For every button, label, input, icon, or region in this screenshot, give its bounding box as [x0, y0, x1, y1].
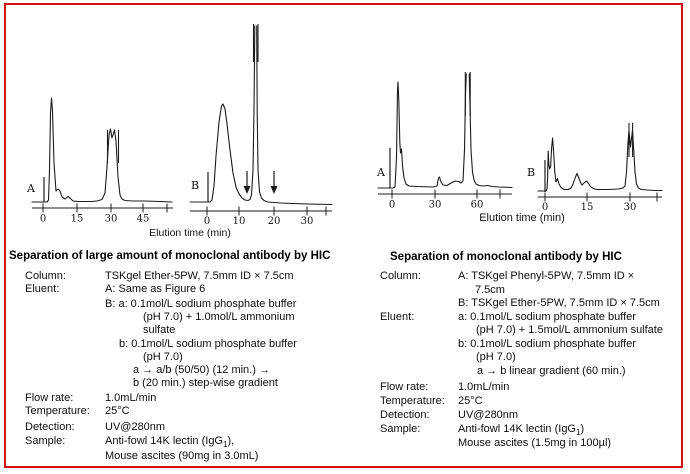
left-eluent-label: Eluent:	[25, 283, 60, 295]
chromatogram-left-b	[183, 10, 335, 230]
left-sample-pre: Anti-fowl 14K lectin (IgG	[105, 435, 223, 447]
tick-label: 0	[388, 199, 396, 211]
right-detection-label: Detection:	[380, 409, 430, 421]
right-elution-time-label: Elution time (min)	[479, 212, 565, 224]
left-eluent-b-a: B: a: 0.1mol/L sodium phosphate buffer	[105, 298, 297, 310]
left-sample-post: ),	[227, 435, 235, 447]
left-eluent-b-b-cont: (pH 7.0)	[143, 351, 183, 363]
left-sample-value	[105, 435, 234, 448]
tick-label: 30	[623, 202, 637, 213]
right-gradient-line: a → b linear gradient (60 min.)	[477, 365, 626, 377]
right-sample-post: )	[580, 423, 585, 435]
tick-label: 15	[70, 213, 84, 225]
left-detection-label: Detection:	[25, 421, 75, 433]
left-eluent-b-a-cont1: (pH 7.0) + 1.0mol/L ammonium	[143, 311, 295, 323]
left-gradient-line1: a → a/b (50/50) (12 min.) →	[133, 364, 270, 376]
right-flow-value: 1.0mL/min	[458, 381, 510, 393]
tick-label: 30	[300, 216, 314, 227]
trace	[538, 130, 662, 191]
right-sample-pre: Anti-fowl 14K lectin (IgG	[458, 423, 576, 435]
right-temperature-label: Temperature:	[380, 395, 445, 407]
left-eluent-b-a-cont2: sulfate	[143, 324, 176, 336]
tick-label: 0	[203, 216, 211, 227]
right-sample-value	[458, 423, 584, 436]
right-flow-label: Flow rate:	[380, 381, 429, 393]
right-sample-subscript: 1	[576, 428, 581, 438]
right-temperature-value: 25°C	[458, 395, 483, 407]
left-figure-title: Separation of large amount of monoclonal antibody by HIC	[9, 250, 331, 262]
right-sample-label: Sample:	[380, 423, 421, 435]
right-eluent-b-cont: (pH 7.0)	[476, 351, 516, 363]
trace	[32, 98, 172, 202]
right-eluent-a: a: 0.1mol/L sodium phosphate buffer	[458, 311, 636, 323]
right-detection-value: UV@280nm	[458, 409, 519, 421]
left-gradient-line2: b (20 min.) step-wise gradient	[133, 377, 278, 389]
left-column-label: Column:	[25, 270, 66, 282]
left-sample-subscript: 1	[223, 440, 228, 450]
left-flow-label: Flow rate:	[25, 392, 74, 404]
left-eluent-a: A: Same as Figure 6	[105, 283, 206, 295]
panel-label-a: A	[27, 182, 35, 195]
chromatogram-right-b	[523, 60, 663, 220]
panel-label-b: B	[191, 179, 200, 192]
tick-label: 0	[541, 202, 549, 213]
panel-label-b: B	[527, 166, 536, 179]
right-column-a-cont: 7.5cm	[475, 284, 505, 296]
tick-label: 0	[39, 213, 47, 225]
tick-label: 15	[580, 202, 594, 213]
tick-label: 10	[232, 216, 246, 227]
tick-label: 30	[104, 213, 118, 225]
left-temperature-value: 25°C	[105, 405, 130, 417]
trace	[378, 74, 512, 188]
left-detection-value: UV@280nm	[105, 421, 166, 433]
left-sample-line2: Mouse ascites (90mg in 3.0mL)	[105, 450, 259, 462]
left-column-value: TSKgel Ether-5PW, 7.5mm ID × 7.5cm	[105, 270, 294, 282]
fraction-arrow-1-head	[244, 186, 251, 194]
right-eluent-b: b: 0.1mol/L sodium phosphate buffer	[458, 338, 636, 350]
chromatogram-left-a	[25, 55, 180, 230]
tick-label: 60	[470, 199, 484, 211]
panel-label-a: A	[377, 166, 385, 179]
left-eluent-b-b: b: 0.1mol/L sodium phosphate buffer	[119, 338, 297, 350]
right-sample-line2: Mouse ascites (1.5mg in 100µl)	[458, 437, 612, 449]
right-column-a: A: TSKgel Phenyl-5PW, 7.5mm ID ×	[458, 270, 635, 282]
chromatogram-right-a	[375, 60, 515, 220]
tick-label: 20	[267, 216, 281, 227]
right-figure-title: Separation of monoclonal antibody by HIC	[390, 251, 622, 263]
right-column-label: Column:	[380, 270, 421, 282]
right-eluent-a-cont: (pH 7.0) + 1.5mol/L ammonium sulfate	[476, 324, 663, 336]
right-column-b: B: TSKgel Ether-5PW, 7.5mm ID × 7.5cm	[458, 297, 660, 309]
left-temperature-label: Temperature:	[25, 405, 90, 417]
trace	[190, 26, 332, 205]
left-sample-label: Sample:	[25, 435, 66, 447]
tick-label: 30	[428, 199, 442, 211]
tick-label: 45	[136, 213, 150, 225]
right-eluent-label: Eluent:	[380, 311, 415, 323]
left-elution-time-label: Elution time (min)	[149, 227, 231, 239]
fraction-arrow-2-head	[271, 186, 278, 194]
left-flow-value: 1.0mL/min	[105, 392, 157, 404]
